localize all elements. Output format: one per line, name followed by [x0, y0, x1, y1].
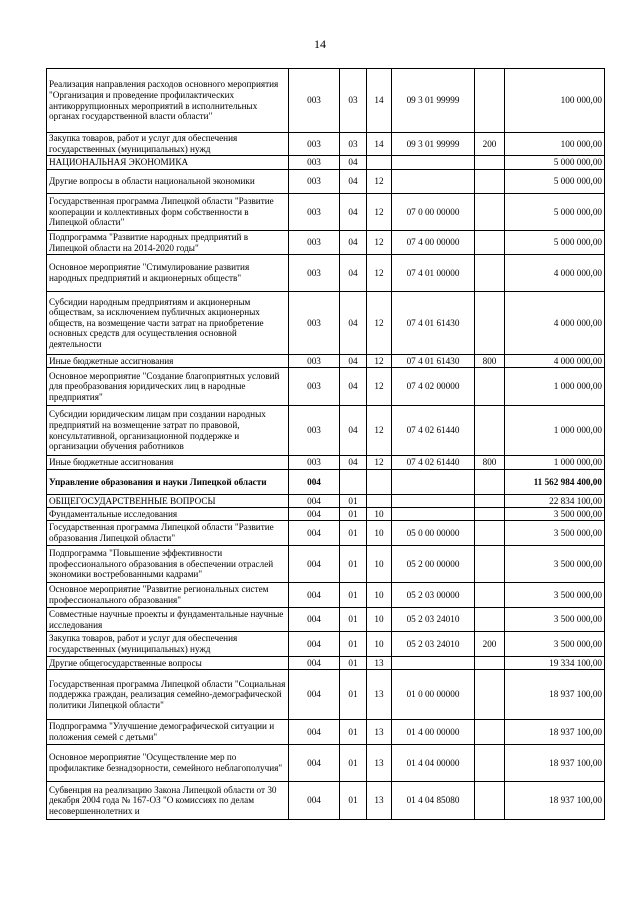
row-ved-code: 004: [289, 632, 340, 657]
row-subsection-code: [367, 470, 392, 495]
row-section-code: 04: [340, 292, 367, 355]
table-row: [47, 231, 605, 255]
row-subsection-code: 12: [367, 456, 392, 470]
row-subsection-code: 14: [367, 133, 392, 156]
row-target-article: 07 0 00 00000: [392, 194, 475, 231]
row-target-article: 07 4 02 61440: [392, 456, 475, 470]
row-name: ОБЩЕГОСУДАРСТВЕННЫЕ ВОПРОСЫ: [47, 495, 289, 508]
row-amount: 11 562 984 400,00: [505, 470, 605, 495]
row-name: Субсидии народным предприятиям и акционерным обществам, за исключением публичных акционерных обществ, на возмещение части затрат на приобретение основных средств для осуществления основной деятельности: [47, 292, 289, 355]
row-target-article: 05 2 03 00000: [392, 583, 475, 608]
row-target-article: 05 2 03 24010: [392, 608, 475, 632]
row-ved-code: 003: [289, 133, 340, 156]
row-section-code: 01: [340, 670, 367, 720]
table-row: [47, 745, 605, 782]
row-name: Подпрограмма "Улучшение демографической ситуации и положения семей с детьми": [47, 720, 289, 745]
row-section-code: 04: [340, 456, 367, 470]
table-row: [47, 546, 605, 583]
row-section-code: 03: [340, 69, 367, 133]
row-name: НАЦИОНАЛЬНАЯ ЭКОНОМИКА: [47, 156, 289, 170]
row-name: Закупка товаров, работ и услуг для обеспечения государственных (муниципальных) нужд: [47, 632, 289, 657]
row-amount: 1 000 000,00: [505, 456, 605, 470]
row-amount: 1 000 000,00: [505, 368, 605, 406]
row-name: Государственная программа Липецкой области "Развитие кооперации и коллективных форм собственности в Липецкой области": [47, 194, 289, 231]
table-row: [47, 292, 605, 355]
row-target-article: 07 4 01 00000: [392, 255, 475, 292]
row-target-article: 01 4 00 00000: [392, 720, 475, 745]
row-name: Реализация направления расходов основного мероприятия "Организация и проведение профилактических антикоррупционных мероприятий в исполнительных органах государственной власти области": [47, 69, 289, 133]
row-name: Совместные научные проекты и фундаментальные научные исследования: [47, 608, 289, 632]
row-ved-code: 003: [289, 194, 340, 231]
table-row: [47, 194, 605, 231]
row-section-code: 04: [340, 231, 367, 255]
row-section-code: 04: [340, 194, 367, 231]
table-row: [47, 632, 605, 657]
row-ved-code: 004: [289, 495, 340, 508]
row-section-code: 01: [340, 657, 367, 670]
row-target-article: [392, 156, 475, 170]
row-expense-type: 200: [475, 632, 505, 657]
row-ved-code: 003: [289, 406, 340, 456]
row-expense-type: [475, 292, 505, 355]
row-ved-code: 004: [289, 745, 340, 782]
row-subsection-code: 13: [367, 720, 392, 745]
row-ved-code: 004: [289, 670, 340, 720]
row-section-code: 04: [340, 406, 367, 456]
row-amount: 1 000 000,00: [505, 406, 605, 456]
row-expense-type: [475, 608, 505, 632]
table-row: [47, 495, 605, 508]
row-section-code: 04: [340, 170, 367, 194]
row-target-article: [392, 657, 475, 670]
row-amount: 5 000 000,00: [505, 194, 605, 231]
row-amount: 4 000 000,00: [505, 255, 605, 292]
row-target-article: 01 4 04 85080: [392, 782, 475, 820]
row-subsection-code: 12: [367, 368, 392, 406]
table-row: [47, 156, 605, 170]
row-target-article: 05 0 00 00000: [392, 521, 475, 546]
row-subsection-code: 10: [367, 546, 392, 583]
row-name: Государственная программа Липецкой области "Социальная поддержка граждан, реализация семейно-демографической политики Липецкой области": [47, 670, 289, 720]
row-name: Основное мероприятие "Осуществление мер по профилактике безнадзорности, семейного неблагополучия": [47, 745, 289, 782]
row-name: Другие вопросы в области национальной экономики: [47, 170, 289, 194]
row-ved-code: 004: [289, 521, 340, 546]
row-ved-code: 004: [289, 583, 340, 608]
row-ved-code: 003: [289, 292, 340, 355]
row-expense-type: [475, 231, 505, 255]
row-section-code: 04: [340, 156, 367, 170]
row-target-article: [392, 170, 475, 194]
row-name: Государственная программа Липецкой области "Развитие образования Липецкой области": [47, 521, 289, 546]
row-ved-code: 003: [289, 456, 340, 470]
row-section-code: 01: [340, 546, 367, 583]
row-target-article: 07 4 00 00000: [392, 231, 475, 255]
row-name: Иные бюджетные ассигнования: [47, 456, 289, 470]
row-expense-type: [475, 670, 505, 720]
row-section-code: 01: [340, 583, 367, 608]
row-expense-type: [475, 406, 505, 456]
row-subsection-code: 13: [367, 657, 392, 670]
row-ved-code: 003: [289, 368, 340, 406]
row-name: Основное мероприятие "Развитие региональных систем профессионального образования": [47, 583, 289, 608]
row-subsection-code: 13: [367, 782, 392, 820]
row-subsection-code: 10: [367, 583, 392, 608]
row-subsection-code: 12: [367, 170, 392, 194]
row-section-code: [340, 470, 367, 495]
row-target-article: 05 2 03 24010: [392, 632, 475, 657]
row-expense-type: [475, 69, 505, 133]
row-expense-type: 800: [475, 355, 505, 368]
row-ved-code: 004: [289, 546, 340, 583]
row-ved-code: 003: [289, 355, 340, 368]
table-row: [47, 368, 605, 406]
row-subsection-code: 10: [367, 521, 392, 546]
row-subsection-code: 12: [367, 231, 392, 255]
row-target-article: 09 3 01 99999: [392, 69, 475, 133]
table-row: [47, 255, 605, 292]
row-section-code: 01: [340, 632, 367, 657]
table-row: [47, 583, 605, 608]
row-section-code: 01: [340, 745, 367, 782]
table-row: [47, 608, 605, 632]
row-amount: 4 000 000,00: [505, 355, 605, 368]
row-amount: 22 834 100,00: [505, 495, 605, 508]
row-subsection-code: 12: [367, 406, 392, 456]
row-subsection-code: 14: [367, 69, 392, 133]
row-target-article: 07 4 02 61440: [392, 406, 475, 456]
table-row: [47, 720, 605, 745]
table-row: [47, 133, 605, 156]
row-name: Фундаментальные исследования: [47, 508, 289, 521]
row-section-code: 01: [340, 782, 367, 820]
table-row: [47, 355, 605, 368]
row-expense-type: [475, 745, 505, 782]
row-expense-type: 800: [475, 456, 505, 470]
row-expense-type: [475, 255, 505, 292]
row-subsection-code: 12: [367, 194, 392, 231]
row-amount: 3 500 000,00: [505, 508, 605, 521]
row-subsection-code: 13: [367, 745, 392, 782]
row-expense-type: [475, 782, 505, 820]
row-subsection-code: 12: [367, 355, 392, 368]
row-target-article: 01 0 00 00000: [392, 670, 475, 720]
row-amount: 4 000 000,00: [505, 292, 605, 355]
row-subsection-code: 12: [367, 292, 392, 355]
row-section-code: 01: [340, 608, 367, 632]
row-amount: 18 937 100,00: [505, 720, 605, 745]
row-ved-code: 004: [289, 470, 340, 495]
budget-table-body: [47, 69, 605, 820]
row-expense-type: [475, 368, 505, 406]
row-target-article: 01 4 04 00000: [392, 745, 475, 782]
row-amount: 3 500 000,00: [505, 583, 605, 608]
row-name: Основное мероприятие "Создание благоприятных условий для преобразования юридических лиц в народные предприятия": [47, 368, 289, 406]
row-subsection-code: [367, 495, 392, 508]
row-amount: 18 937 100,00: [505, 670, 605, 720]
row-expense-type: [475, 521, 505, 546]
row-expense-type: [475, 495, 505, 508]
row-ved-code: 003: [289, 156, 340, 170]
row-subsection-code: 12: [367, 255, 392, 292]
row-name: Иные бюджетные ассигнования: [47, 355, 289, 368]
row-ved-code: 004: [289, 782, 340, 820]
row-name: Закупка товаров, работ и услуг для обеспечения государственных (муниципальных) нужд: [47, 133, 289, 156]
row-name: Другие общегосударственные вопросы: [47, 657, 289, 670]
table-row: [47, 406, 605, 456]
row-expense-type: [475, 720, 505, 745]
row-ved-code: 004: [289, 608, 340, 632]
row-name: Управление образования и науки Липецкой области: [47, 470, 289, 495]
row-subsection-code: 10: [367, 508, 392, 521]
row-target-article: [392, 508, 475, 521]
table-row: [47, 456, 605, 470]
row-name: Подпрограмма "Развитие народных предприятий в Липецкой области на 2014-2020 годы": [47, 231, 289, 255]
row-ved-code: 004: [289, 508, 340, 521]
row-ved-code: 003: [289, 170, 340, 194]
row-name: Субсидии юридическим лицам при создании народных предприятий на возмещение затрат по правовой, консультативной, организационной поддержке и организации обучения работников: [47, 406, 289, 456]
row-name: Подпрограмма "Повышение эффективности профессионального образования в обеспечении отраслей экономики востребованными кадрами": [47, 546, 289, 583]
row-ved-code: 003: [289, 231, 340, 255]
row-expense-type: [475, 194, 505, 231]
row-amount: 3 500 000,00: [505, 632, 605, 657]
row-expense-type: [475, 170, 505, 194]
row-section-code: 01: [340, 521, 367, 546]
row-ved-code: 003: [289, 69, 340, 133]
row-amount: 5 000 000,00: [505, 156, 605, 170]
row-amount: 5 000 000,00: [505, 170, 605, 194]
row-section-code: 04: [340, 255, 367, 292]
row-expense-type: [475, 583, 505, 608]
row-expense-type: [475, 657, 505, 670]
row-amount: 100 000,00: [505, 69, 605, 133]
row-target-article: 09 3 01 99999: [392, 133, 475, 156]
table-row: [47, 170, 605, 194]
row-target-article: 05 2 00 00000: [392, 546, 475, 583]
row-name: Основное мероприятие "Стимулирование развития народных предприятий и акционерных обществ": [47, 255, 289, 292]
row-ved-code: 004: [289, 720, 340, 745]
row-amount: 100 000,00: [505, 133, 605, 156]
table-row: [47, 69, 605, 133]
table-row: [47, 508, 605, 521]
row-amount: 18 937 100,00: [505, 782, 605, 820]
row-amount: 3 500 000,00: [505, 546, 605, 583]
row-amount: 18 937 100,00: [505, 745, 605, 782]
row-amount: 5 000 000,00: [505, 231, 605, 255]
row-expense-type: 200: [475, 133, 505, 156]
row-amount: 19 334 100,00: [505, 657, 605, 670]
row-amount: 3 500 000,00: [505, 608, 605, 632]
row-section-code: 04: [340, 355, 367, 368]
row-subsection-code: 10: [367, 608, 392, 632]
table-row: [47, 521, 605, 546]
row-expense-type: [475, 508, 505, 521]
row-subsection-code: [367, 156, 392, 170]
row-name: Субвенция на реализацию Закона Липецкой области от 30 декабря 2004 года № 167-ОЗ "О комиссиях по делам несовершеннолетних и: [47, 782, 289, 820]
row-target-article: 07 4 01 61430: [392, 355, 475, 368]
row-section-code: 01: [340, 720, 367, 745]
row-ved-code: 003: [289, 255, 340, 292]
row-subsection-code: 10: [367, 632, 392, 657]
row-expense-type: [475, 470, 505, 495]
table-row: [47, 470, 605, 495]
row-amount: 3 500 000,00: [505, 521, 605, 546]
row-target-article: 07 4 01 61430: [392, 292, 475, 355]
row-ved-code: 004: [289, 657, 340, 670]
table-row: [47, 657, 605, 670]
page-number: 14: [314, 37, 326, 51]
row-section-code: 04: [340, 368, 367, 406]
row-target-article: [392, 495, 475, 508]
row-expense-type: [475, 546, 505, 583]
row-target-article: [392, 470, 475, 495]
row-section-code: 01: [340, 495, 367, 508]
row-section-code: 03: [340, 133, 367, 156]
row-target-article: 07 4 02 00000: [392, 368, 475, 406]
row-section-code: 01: [340, 508, 367, 521]
row-expense-type: [475, 156, 505, 170]
budget-table: [46, 68, 605, 820]
table-row: [47, 782, 605, 820]
row-subsection-code: 13: [367, 670, 392, 720]
table-row: [47, 670, 605, 720]
